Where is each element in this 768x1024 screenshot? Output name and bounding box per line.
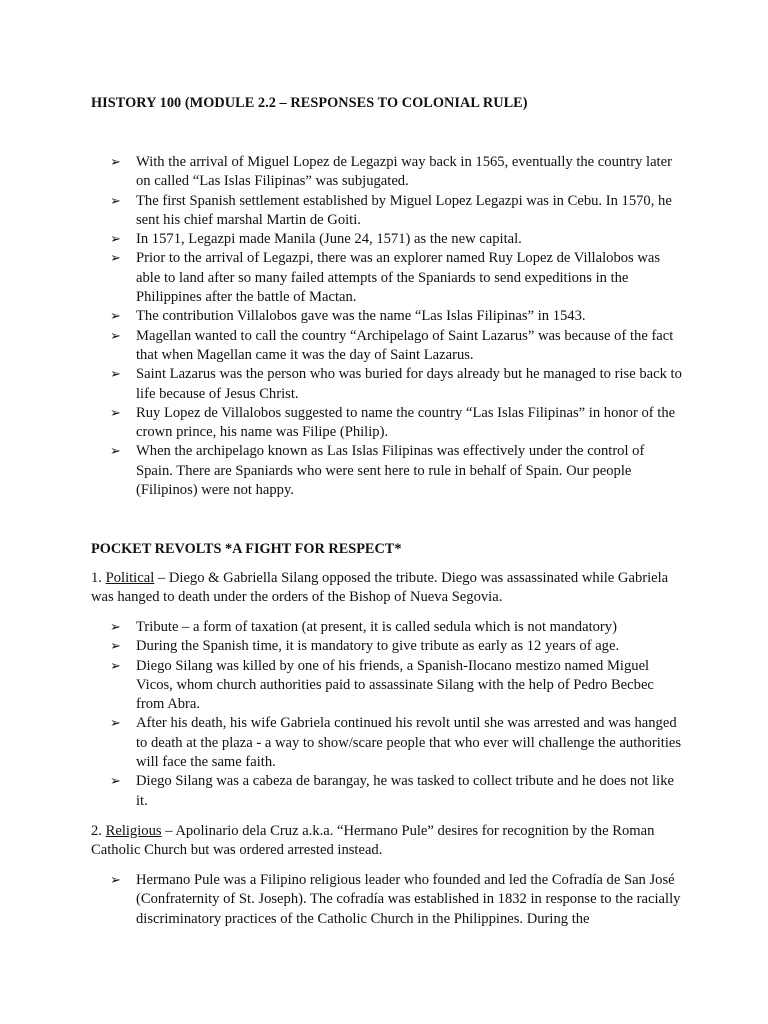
item-number: 1. [91,570,102,586]
bullet-text: Saint Lazarus was the person who was buried for days already but he managed to rise back to life because of Jesus Christ. [136,366,682,402]
political-bullet-list [0,618,768,811]
arrow-bullet-icon: ➢ [110,444,121,460]
religious-bullet-list [0,871,768,929]
document-title: HISTORY 100 (MODULE 2.2 – RESPONSES TO COLONIAL RULE) [91,95,528,111]
arrow-bullet-icon: ➢ [110,367,121,383]
list-item [0,192,684,231]
bullet-text: With the arrival of Miguel Lopez de Legazpi way back in 1565, eventually the country later on called “Las Islas Filipinas” was subjugated. [136,154,672,190]
arrow-bullet-icon: ➢ [110,873,121,888]
term-political: Political [105,570,155,586]
section-heading-pocket-revolts: POCKET REVOLTS *A FIGHT FOR RESPECT* [91,541,402,557]
bullet-text: Diego Silang was a cabeza de barangay, he was tasked to collect tribute and he does not like it. [136,773,675,809]
bullet-text: Ruy Lopez de Villalobos suggested to name the country “Las Islas Filipinas” in honor of the crown prince, his name was Filipe (Philip). [136,404,676,441]
paragraph-text: – Apolinario dela Cruz a.k.a. “Hermano Pule” desires for recognition by the Roman Catholic Church but was ordered arrested instead. [91,823,655,859]
list-item [0,637,684,656]
list-item [0,327,684,366]
item-number: 2. [91,823,102,839]
bullet-text: When the archipelago known as Las Islas Filipinas was effectively under the control of Spain. There are Spaniards who were sent here to rule in behalf of Spain. Our people (Filipinos) were not happy. [136,443,645,499]
bullet-text: In 1571, Legazpi made Manila (June 24, 1571) as the new capital. [136,231,522,248]
arrow-bullet-icon: ➢ [110,232,121,248]
bullet-text: After his death, his wife Gabriela continued his revolt until she was arrested and was hanged to death at the plaza - a way to show/scare people that who ever will challenge the authorities will face the same faith. [136,715,682,771]
arrow-bullet-icon: ➢ [110,774,121,790]
arrow-bullet-icon: ➢ [110,405,121,421]
bullet-text: Prior to the arrival of Legazpi, there was an explorer named Ruy Lopez de Villalobos was able to land after so many failed attempts of the Spaniards to send expeditions in the Philippines after the battle of Mactan. [136,250,661,306]
arrow-bullet-icon: ➢ [110,620,121,635]
paragraph-religious [91,822,686,861]
list-item [0,772,684,811]
list-item [0,153,684,192]
list-item [0,307,684,326]
arrow-bullet-icon: ➢ [110,155,121,170]
arrow-bullet-icon: ➢ [110,639,121,655]
paragraph-text: – Diego & Gabriella Silang opposed the tribute. Diego was assassinated while Gabriela was hanged to death under the orders of the Bishop of Nueva Segovia. [91,570,669,606]
bullet-text: The first Spanish settlement established by Miguel Lopez Legazpi was in Cebu. In 1570, he sent his chief marshal Martin de Goiti. [136,192,672,228]
arrow-bullet-icon: ➢ [110,658,121,674]
bullet-text: Tribute – a form of taxation (at present, it is called sedula which is not mandatory) [136,619,617,635]
bullet-text: The contribution Villalobos gave was the name “Las Islas Filipinas” in 1543. [136,308,586,325]
bullet-text: Magellan wanted to call the country “Archipelago of Saint Lazarus” was because of the fact that when Magellan came it was the day of Saint Lazarus. [136,327,674,363]
list-item [0,618,684,637]
paragraph-political [91,569,686,608]
list-item [0,657,684,715]
list-item [0,230,684,249]
list-item [0,404,684,443]
arrow-bullet-icon: ➢ [110,251,121,267]
arrow-bullet-icon: ➢ [110,716,121,732]
list-item [0,714,684,772]
bullet-text: During the Spanish time, it is mandatory to give tribute as early as 12 years of age. [136,638,620,655]
arrow-bullet-icon: ➢ [110,193,121,209]
list-item [0,365,684,404]
list-item [0,249,684,307]
arrow-bullet-icon: ➢ [110,328,121,344]
bullet-text: Hermano Pule was a Filipino religious leader who founded and led the Cofradía de San José (Confraternity of St. Joseph). The cofradía was established in 1832 in response to the racially discriminatory practices of the Catholic Church in the Philippines. During the [136,872,681,927]
list-item [0,871,684,929]
bullet-text: Diego Silang was killed by one of his friends, a Spanish-Ilocano mestizo named Miguel Vicos, whom church authorities paid to assassinate Silang with the help of Pedro Becbec from Abra. [136,657,654,713]
arrow-bullet-icon: ➢ [110,309,121,325]
term-religious: Religious [105,823,162,839]
list-item [0,442,684,500]
intro-bullet-list [0,153,768,500]
